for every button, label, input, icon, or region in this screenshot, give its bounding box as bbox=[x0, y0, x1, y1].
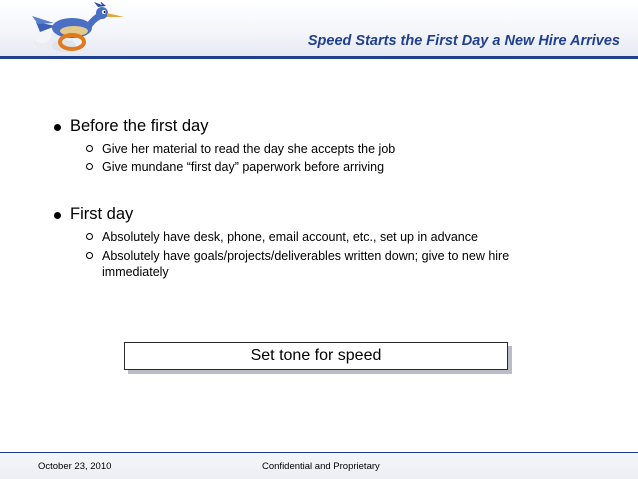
bullet-text: Absolutely have goals/projects/deliverables written down; give to new hire immediately bbox=[102, 249, 510, 279]
roadrunner-logo-icon bbox=[28, 2, 128, 54]
callout-box: Set tone for speed bbox=[124, 342, 508, 370]
bullet-text: Give her material to read the day she accepts the job bbox=[102, 142, 396, 156]
bullet-ring-icon bbox=[86, 252, 93, 259]
bullet-dot-icon bbox=[54, 124, 61, 131]
bullet-text: Give mundane “first day” paperwork before arriving bbox=[102, 160, 385, 174]
bullet-ring-icon bbox=[86, 233, 93, 240]
header-divider bbox=[0, 56, 638, 59]
slide-header bbox=[0, 0, 638, 56]
bullet-text: Absolutely have desk, phone, email account, etc., set up in advance bbox=[102, 230, 478, 244]
bullet-heading: First day bbox=[70, 205, 134, 223]
footer-confidentiality: Confidential and Proprietary bbox=[262, 461, 380, 472]
bullet-heading: Before the first day bbox=[70, 117, 209, 135]
slide-footer bbox=[0, 452, 638, 479]
bullet-dot-icon bbox=[54, 212, 61, 219]
bullet-ring-icon bbox=[86, 145, 93, 152]
bullet-ring-icon bbox=[86, 163, 93, 170]
footer-date: October 23, 2010 bbox=[38, 461, 112, 472]
slide-title: Speed Starts the First Day a New Hire Arrives bbox=[307, 33, 620, 49]
